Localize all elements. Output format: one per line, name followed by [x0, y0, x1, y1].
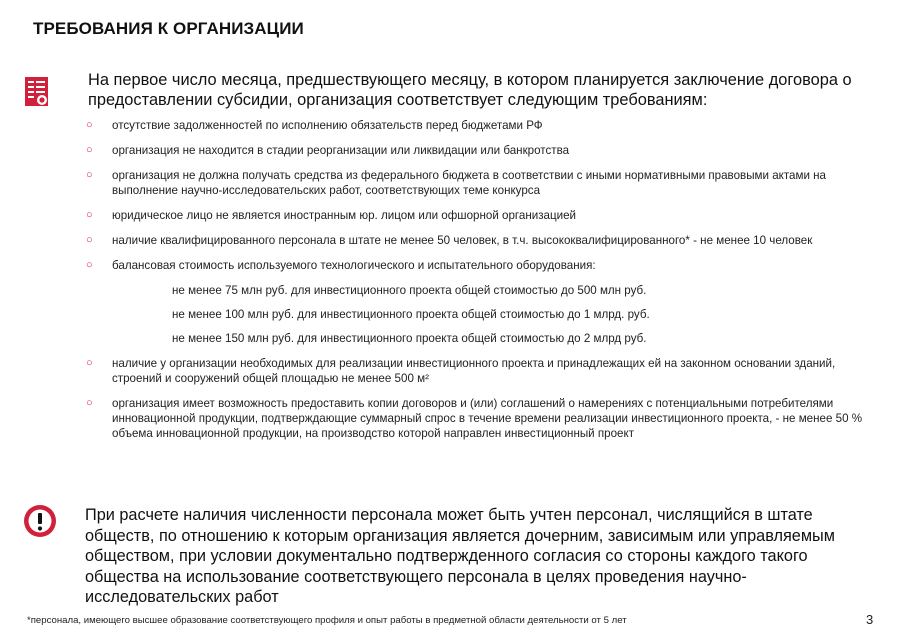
bullet-marker: ○: [86, 169, 93, 181]
bullet-marker: ○: [86, 209, 93, 221]
threshold-item: не менее 100 млн руб. для инвестиционного проекта общей стоимостью до 1 млрд. руб.: [172, 308, 650, 321]
threshold-item: не менее 75 млн руб. для инвестиционного проекта общей стоимостью до 500 млн руб.: [172, 284, 647, 297]
bullet-marker: ○: [86, 119, 93, 131]
page-title: ТРЕБОВАНИЯ К ОРГАНИЗАЦИИ: [33, 19, 304, 38]
bullet-marker: ○: [86, 234, 93, 246]
list-item: ○ организация имеет возможность предоставить копии договоров и (или) соглашений о намерениях с потенциальными потребителями инновационной продукции, подтверждающие суммарный спрос в течение времени реализации инвестиционного проекта, - не менее 50 % объема инновационной продукции, на производство которой направлен инвестиционный проект: [86, 397, 863, 440]
footnote: *персонала, имеющего высшее образование соответствующего профиля и опыт работы в предметной области деятельности от 5 лет: [27, 615, 627, 626]
list-item: ○ организация не должна получать средства из федерального бюджета в соответствии с иными нормативными правовыми актами на выполнение научно-исследовательских работ, соответствующих теме конкурса: [86, 169, 826, 197]
threshold-item: не менее 150 млн руб. для инвестиционного проекта общей стоимостью до 2 млрд руб.: [172, 332, 647, 345]
bullet-marker: ○: [86, 144, 93, 156]
document-list-icon: [24, 76, 50, 107]
note-text: При расчете наличия численности персонала может быть учтен персонал, числящийся в штате обществ, по отношению к которым организация является дочерним, зависимым или управляемым обществом, при условии документально подтвержденного согласия со стороны каждого такого общества на использование соответствующего персонала в целях проведения научно-исследовательских работ: [85, 506, 835, 607]
bullet-marker: ○: [86, 397, 93, 409]
list-item: ○ наличие квалифицированного персонала в штате не менее 50 человек, в т.ч. высококвалифицированного* - не менее 10 человек: [86, 234, 813, 247]
bullet-marker: ○: [86, 357, 93, 369]
list-item: ○ организация не находится в стадии реорганизации или ликвидации или банкротства: [86, 144, 570, 157]
requirements-list: [86, 118, 876, 441]
page-number: 3: [866, 612, 874, 627]
list-item: ○ балансовая стоимость используемого технологического и испытательного оборудования:: [86, 259, 596, 272]
list-item: ○ юридическое лицо не является иностранным юр. лицом или офшорной организацией: [86, 209, 577, 222]
list-item: ○ отсутствие задолженностей по исполнению обязательств перед бюджетами РФ: [86, 119, 543, 132]
list-item: ○ наличие у организации необходимых для реализации инвестиционного проекта и принадлежащих ей на законном основании зданий, строений и сооружений общей площадью не менее 500 м²: [86, 357, 836, 385]
intro-text: На первое число месяца, предшествующего месяцу, в котором планируется заключение договора о предоставлении субсидии, организация соответствует следующим требованиям:: [88, 71, 852, 109]
bullet-marker: ○: [86, 259, 93, 271]
exclamation-icon: [23, 504, 57, 538]
